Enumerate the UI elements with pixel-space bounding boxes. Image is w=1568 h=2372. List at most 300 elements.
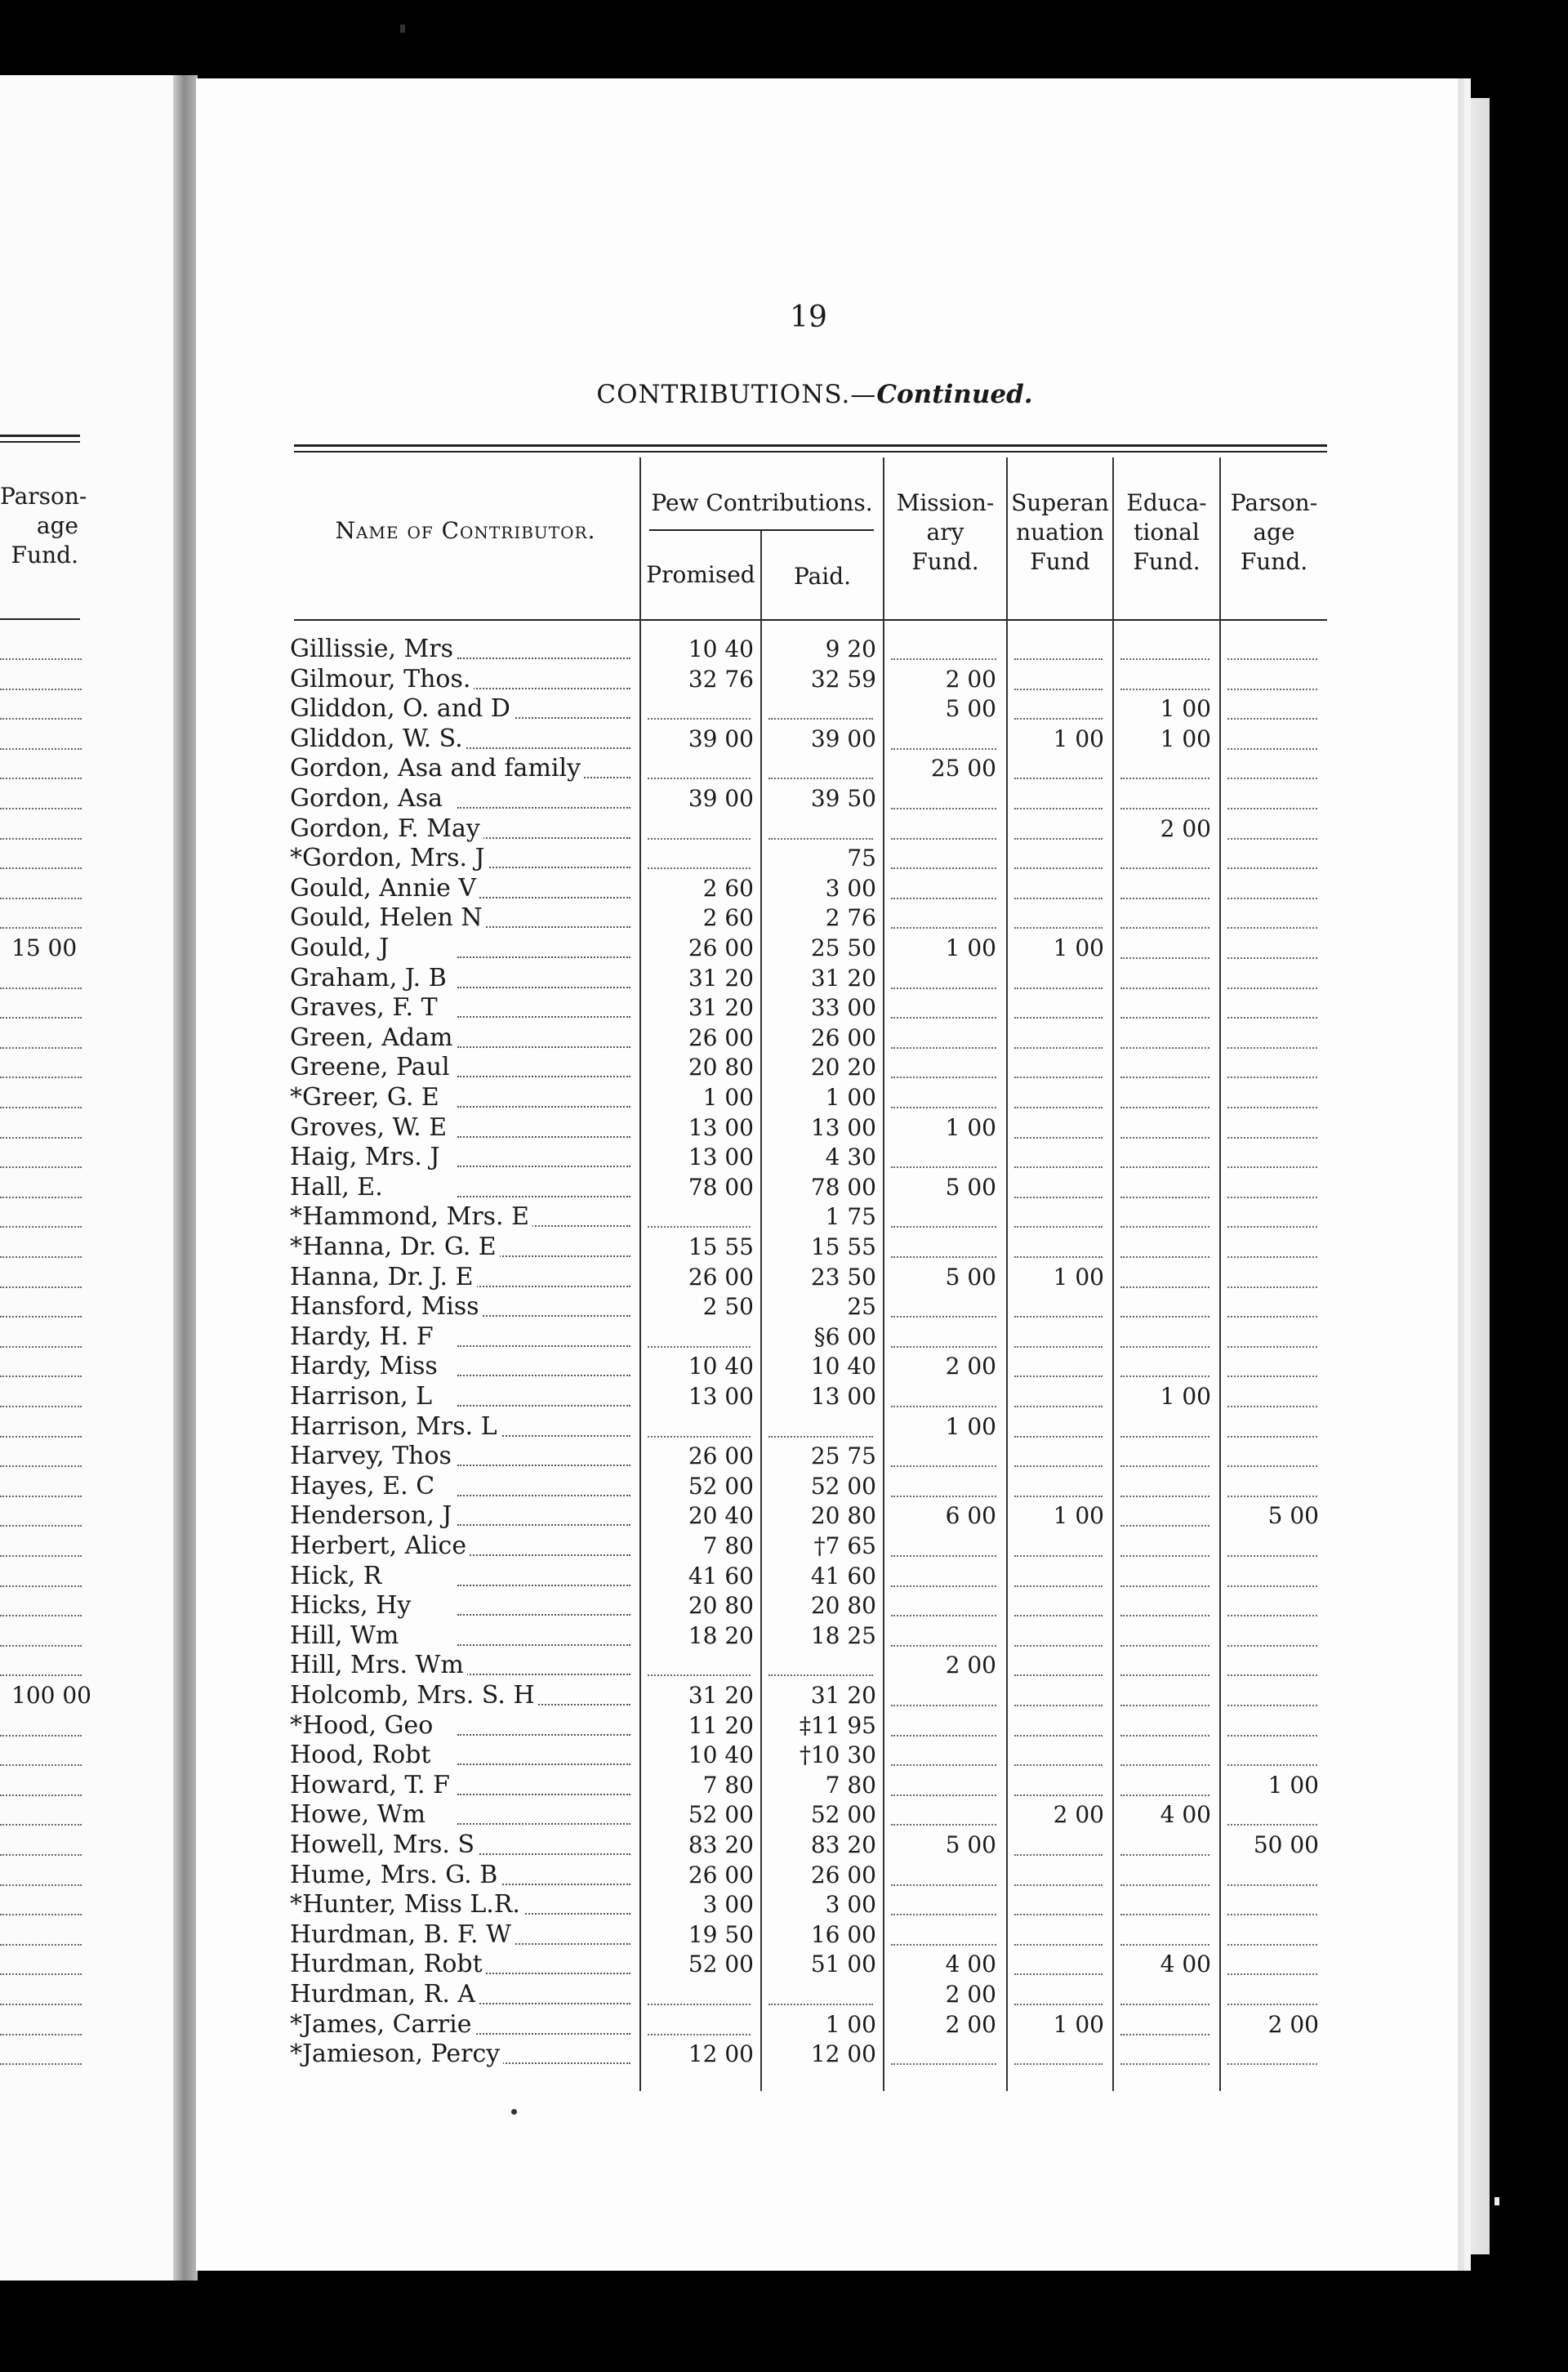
contributor-name: *Greer, G. E [290,1082,443,1112]
empty-cell [1014,776,1102,779]
paid-cell: 15 55 [810,1233,876,1260]
contributor-name: Green, Adam [290,1023,456,1053]
table-row [0,1082,1568,1112]
paid-cell: 1 00 [825,2010,876,2038]
promised-cell: 26 00 [688,1263,754,1291]
leader-dots [457,1313,630,1317]
leader-dots [457,1583,630,1586]
empty-cell [1227,776,1317,779]
educational-cell: 2 00 [1160,814,1211,842]
promised-cell: 20 40 [688,1502,754,1530]
table-row [0,2009,1568,2040]
empty-cell [1227,1075,1317,1078]
missionary-cell: 4 00 [945,1951,996,1978]
empty-cell [1227,1464,1317,1467]
empty-cell [891,2062,996,2065]
leader-dots [457,1762,630,1765]
empty-cell [768,1434,873,1438]
contributor-name: Holcomb, Mrs. S. H [290,1680,538,1710]
contributor-name: Hardy, Miss [290,1351,441,1381]
contributor-name: Hardy, H. F [290,1322,437,1352]
header-bottom-rule [294,619,1327,621]
table-row [0,1919,1568,1950]
empty-cell [1014,1643,1102,1647]
promised-cell: 52 00 [688,1801,754,1829]
empty-cell [648,836,751,840]
empty-cell [1120,1224,1209,1228]
leader-dots [457,656,630,659]
leader-dots [457,1014,630,1018]
paid-cell: 2 76 [825,904,876,932]
promised-cell: 20 80 [688,1592,754,1620]
paid-cell: 26 00 [810,1861,876,1888]
contributor-name: Howell, Mrs. S [290,1830,478,1860]
table-row [0,1680,1568,1710]
empty-cell [1120,1554,1209,1557]
empty-cell [1120,1613,1209,1616]
contributor-name: Hurdman, B. F. W [290,1919,514,1950]
empty-cell [1120,956,1209,959]
empty-cell [1227,986,1317,989]
header-paid: Paid. [793,563,852,590]
paid-cell: 83 20 [810,1831,876,1858]
empty-cell [1120,1314,1209,1318]
educational-cell: 1 00 [1160,1383,1211,1410]
contributor-name: Gordon, F. May [290,814,483,844]
table-row [0,903,1568,933]
scan-mark [511,2109,517,2115]
empty-cell [1120,1135,1209,1139]
empty-cell [1014,1972,1102,1975]
paid-cell: 78 00 [810,1173,876,1201]
empty-cell [1120,1883,1209,1886]
empty-cell [1227,1972,1317,1975]
contributor-name: Gilmour, Thos. [290,664,474,694]
contributor-name: Hicks, Hy [290,1590,414,1621]
empty-cell [1227,896,1317,899]
empty-cell [1227,1584,1317,1587]
contributor-name: Harrison, L [290,1381,435,1411]
missionary-cell: 1 00 [945,934,996,961]
empty-cell [891,836,996,840]
table-row [0,1232,1568,1262]
empty-cell [1014,986,1102,989]
parsonage-cell: 5 00 [1267,1502,1319,1530]
paid-cell: 9 20 [825,635,876,662]
contributor-name: Gould, J [290,933,392,963]
empty-cell [1014,1883,1102,1886]
superannuation-cell: 1 00 [1053,725,1104,752]
empty-cell [891,1733,996,1737]
missionary-cell: 2 00 [945,1353,996,1380]
paid-cell: 16 00 [810,1920,876,1948]
empty-cell [1014,1314,1102,1318]
paid-cell: 20 80 [810,1592,876,1620]
header-name: Name of Contributor. [335,517,596,544]
paid-cell: 75 [847,845,876,872]
empty-cell [891,1165,996,1168]
missionary-cell: 2 00 [945,2010,996,2038]
table-row [0,1262,1568,1292]
header-superannuation: Superan nuation Fund [1011,489,1109,575]
header-pew: Pew Contributions. [651,489,873,516]
leader-dots [457,836,630,839]
paid-cell: 10 40 [810,1353,876,1380]
empty-cell [1120,1195,1209,1198]
empty-cell [1227,1883,1317,1886]
empty-cell [891,1613,996,1616]
table-row [0,1112,1568,1143]
empty-cell [1120,986,1209,989]
empty-cell [891,657,996,660]
contributor-name: Hanna, Dr. J. E [290,1262,477,1292]
paid-cell: 4 30 [825,1144,876,1171]
table-row [0,1621,1568,1651]
empty-cell [891,1703,996,1706]
leader-dots [457,1135,630,1138]
contributor-name: Hill, Wm [290,1621,402,1651]
table-row [0,1860,1568,1890]
empty-cell [1120,1374,1209,1377]
leader-dots [457,1553,630,1556]
leader-dots [457,1792,630,1795]
empty-cell [891,1075,996,1078]
empty-cell [1227,1703,1317,1706]
table-row [0,1949,1568,1979]
contributor-name: Gillissie, Mrs [290,634,457,664]
paid-cell: 39 50 [810,785,876,812]
empty-cell [891,1942,996,1946]
empty-cell [1227,1285,1317,1288]
empty-cell [1014,1912,1102,1915]
empty-cell [891,1643,996,1647]
empty-cell [1227,1135,1317,1139]
empty-cell [1014,1733,1102,1737]
contributor-name: Herbert, Alice [290,1531,470,1561]
empty-cell [1014,1793,1102,1796]
empty-cell [1014,1703,1102,1706]
empty-cell [1014,1942,1102,1946]
empty-cell [1014,1255,1102,1258]
contributor-name: Gliddon, W. S. [290,724,466,754]
promised-cell: 31 20 [688,994,754,1022]
empty-cell [891,1015,996,1019]
header-parsonage: Parson- age Fund. [1230,489,1318,575]
table-row [0,1889,1568,1919]
promised-cell: 83 20 [688,1831,754,1858]
leader-dots [457,1045,630,1048]
empty-cell [768,776,873,779]
empty-cell [648,866,751,869]
empty-cell [1014,1554,1102,1557]
page-heading: CONTRIBUTIONS.—Continued. [596,380,1033,409]
leader-dots [457,2031,630,2035]
leader-dots [457,1403,630,1407]
table-row [0,783,1568,814]
empty-cell [1227,1434,1317,1438]
promised-cell: 31 20 [688,1682,754,1709]
leader-dots [457,1821,630,1825]
empty-cell [768,1673,873,1676]
table-row [0,992,1568,1023]
empty-cell [1120,1165,1209,1168]
empty-cell [1120,896,1209,899]
leader-dots [457,1284,630,1287]
empty-cell [1120,2002,1209,2005]
promised-cell: 41 60 [688,1562,754,1590]
promised-cell: 26 00 [688,1023,754,1051]
empty-cell [1227,1912,1317,1915]
empty-cell [1227,1554,1317,1557]
empty-cell [1120,657,1209,660]
empty-cell [891,1584,996,1587]
empty-cell [891,986,996,989]
paid-cell: 1 75 [825,1203,876,1231]
empty-cell [1120,925,1209,929]
table-row [0,1471,1568,1501]
empty-cell [1120,1105,1209,1108]
promised-cell: 32 76 [688,665,754,693]
empty-cell [1120,1942,1209,1946]
empty-cell [1014,687,1102,690]
promised-cell: 26 00 [688,934,754,961]
contributor-name: *Hanna, Dr. G. E [290,1232,500,1262]
leader-dots [457,746,630,749]
leader-dots [457,686,630,689]
promised-cell: 10 40 [688,1741,754,1769]
empty-cell [1120,687,1209,690]
empty-cell [891,1554,996,1557]
empty-cell [1014,836,1102,840]
missionary-cell: 5 00 [945,1173,996,1201]
empty-cell [1014,1374,1102,1377]
empty-cell [1120,1434,1209,1438]
promised-cell: 52 00 [688,1951,754,1978]
empty-cell [1227,806,1317,809]
empty-cell [1120,1046,1209,1049]
empty-cell [1120,1494,1209,1497]
contributor-name: Harrison, Mrs. L [290,1411,501,1442]
paid-cell: 20 80 [810,1502,876,1530]
left-page-value: 100 00 [11,1682,91,1709]
promised-cell: 15 55 [688,1233,754,1260]
table-row [0,2039,1568,2069]
contributor-name: *Hood, Geo [290,1710,436,1741]
paid-cell: 25 75 [810,1442,876,1470]
parsonage-cell: 2 00 [1267,2010,1319,2038]
empty-cell [891,1822,996,1826]
missionary-cell: 2 00 [945,665,996,693]
promised-cell: 1 00 [702,1084,754,1111]
leader-dots [457,1852,630,1855]
header-educational: Educa- tional Fund. [1126,489,1207,575]
parsonage-cell: 50 00 [1253,1831,1319,1858]
leader-dots [457,1463,630,1466]
empty-cell [1227,1195,1317,1198]
table-row [0,814,1568,844]
empty-cell [1227,1613,1317,1616]
table-row [0,1052,1568,1082]
left-page-rule [0,441,80,443]
table-row [0,1411,1568,1442]
leader-dots [457,1643,630,1646]
promised-cell: 39 00 [688,785,754,812]
promised-cell: 7 80 [702,1771,754,1799]
empty-cell [1227,1733,1317,1737]
table-row [0,693,1568,724]
contributor-name: Harvey, Thos [290,1441,455,1471]
leader-dots [457,985,630,988]
empty-cell [648,2002,751,2005]
empty-cell [1014,925,1102,929]
empty-cell [648,716,751,720]
empty-cell [1120,806,1209,809]
missionary-cell: 1 00 [945,1113,996,1141]
contributor-name: Hume, Mrs. G. B [290,1860,501,1890]
paid-cell: 52 00 [810,1472,876,1500]
empty-cell [1014,1853,1102,1856]
contributor-name: Hurdman, Robt [290,1949,486,1979]
empty-cell [1227,1374,1317,1377]
left-page-rule [0,618,80,620]
educational-cell: 4 00 [1160,1951,1211,1978]
empty-cell [891,925,996,929]
empty-cell [1014,866,1102,869]
superannuation-cell: 1 00 [1053,2010,1104,2038]
empty-cell [1120,1763,1209,1766]
empty-cell [648,776,751,779]
contributor-name: Gould, Annie V [290,873,479,903]
table-row [0,1291,1568,1322]
empty-cell [1227,925,1317,929]
contributor-name: Hill, Mrs. Wm [290,1650,467,1680]
empty-cell [1227,1404,1317,1407]
empty-cell [1227,1673,1317,1676]
promised-cell: 13 00 [688,1113,754,1141]
empty-cell [648,1344,751,1348]
superannuation-cell: 1 00 [1053,1502,1104,1530]
paid-cell: 25 [847,1293,876,1321]
missionary-cell: 1 00 [945,1412,996,1440]
empty-cell [1227,716,1317,720]
empty-cell [1227,1255,1317,1258]
empty-cell [1120,1285,1209,1288]
promised-cell: 20 80 [688,1054,754,1081]
promised-cell: 13 00 [688,1383,754,1410]
leader-dots [457,895,630,898]
header-promised: Promised [646,561,755,588]
table-row [0,664,1568,694]
paid-cell: 3 00 [825,1891,876,1919]
empty-cell [1014,1673,1102,1676]
promised-cell: 39 00 [688,725,754,752]
empty-cell [891,1912,996,1915]
empty-cell [1227,1224,1317,1228]
promised-cell: 52 00 [688,1472,754,1500]
educational-cell: 1 00 [1160,695,1211,723]
empty-cell [1014,1195,1102,1198]
contributor-name: Groves, W. E [290,1112,450,1143]
paid-cell: 13 00 [810,1113,876,1141]
empty-cell [891,1105,996,1108]
superannuation-cell: 1 00 [1053,1263,1104,1291]
contributor-name: Hurdman, R. A [290,1979,479,2009]
contributor-name: Gliddon, O. and D [290,693,514,724]
table-row [0,1322,1568,1352]
leader-dots [457,1523,630,1526]
table-row [0,963,1568,993]
empty-cell [1227,1165,1317,1168]
paid-cell: 52 00 [810,1801,876,1829]
scan-mark [1494,2197,1499,2205]
left-page-header: Parson- age Fund. [0,483,87,568]
table-row [0,1531,1568,1561]
contributor-name: Hick, R [290,1561,385,1591]
paid-cell: 3 00 [825,874,876,902]
empty-cell [1120,2062,1209,2065]
leader-dots [457,805,630,809]
paid-cell: 20 20 [810,1054,876,1081]
contributor-name: Gordon, Asa and family [290,753,584,783]
paid-cell: 1 00 [825,1084,876,1111]
empty-cell [1120,2032,1209,2035]
promised-cell: 2 60 [702,874,754,902]
educational-cell: 1 00 [1160,725,1211,752]
empty-cell [1227,1105,1317,1108]
empty-cell [1227,1494,1317,1497]
empty-cell [768,716,873,720]
left-page-value: 15 00 [11,934,78,961]
missionary-cell: 5 00 [945,695,996,723]
paid-cell: 23 50 [810,1263,876,1291]
empty-cell [891,1763,996,1766]
empty-cell [1014,1464,1102,1467]
table-row [0,724,1568,754]
empty-cell [648,2032,751,2035]
paid-cell: 7 80 [825,1771,876,1799]
leader-dots [457,1672,630,1675]
table-row [0,843,1568,873]
contributor-name: Graham, J. B [290,963,450,993]
empty-cell [1014,1344,1102,1348]
educational-cell: 4 00 [1160,1801,1211,1829]
empty-cell [1120,1912,1209,1915]
parsonage-cell: 1 00 [1267,1771,1319,1799]
empty-cell [891,1494,996,1497]
empty-cell [1227,1643,1317,1647]
paid-cell: ‡11 95 [799,1711,876,1739]
table-row [0,873,1568,903]
empty-cell [1120,1703,1209,1706]
paid-cell: 31 20 [810,1682,876,1709]
empty-cell [1120,1464,1209,1467]
contributor-name: Hood, Robt [290,1740,434,1770]
contributor-name: Gordon, Asa [290,783,446,814]
empty-cell [1014,896,1102,899]
empty-cell [1120,1075,1209,1078]
empty-cell [1014,1434,1102,1438]
paid-cell: 25 50 [810,934,876,961]
paid-cell: 31 20 [810,964,876,992]
empty-cell [1227,1015,1317,1019]
empty-cell [891,896,996,899]
empty-cell [1227,1314,1317,1318]
pew-underline [649,529,874,531]
empty-cell [1120,1523,1209,1527]
missionary-cell: 6 00 [945,1502,996,1530]
empty-cell [1227,1046,1317,1049]
empty-cell [1227,836,1317,840]
